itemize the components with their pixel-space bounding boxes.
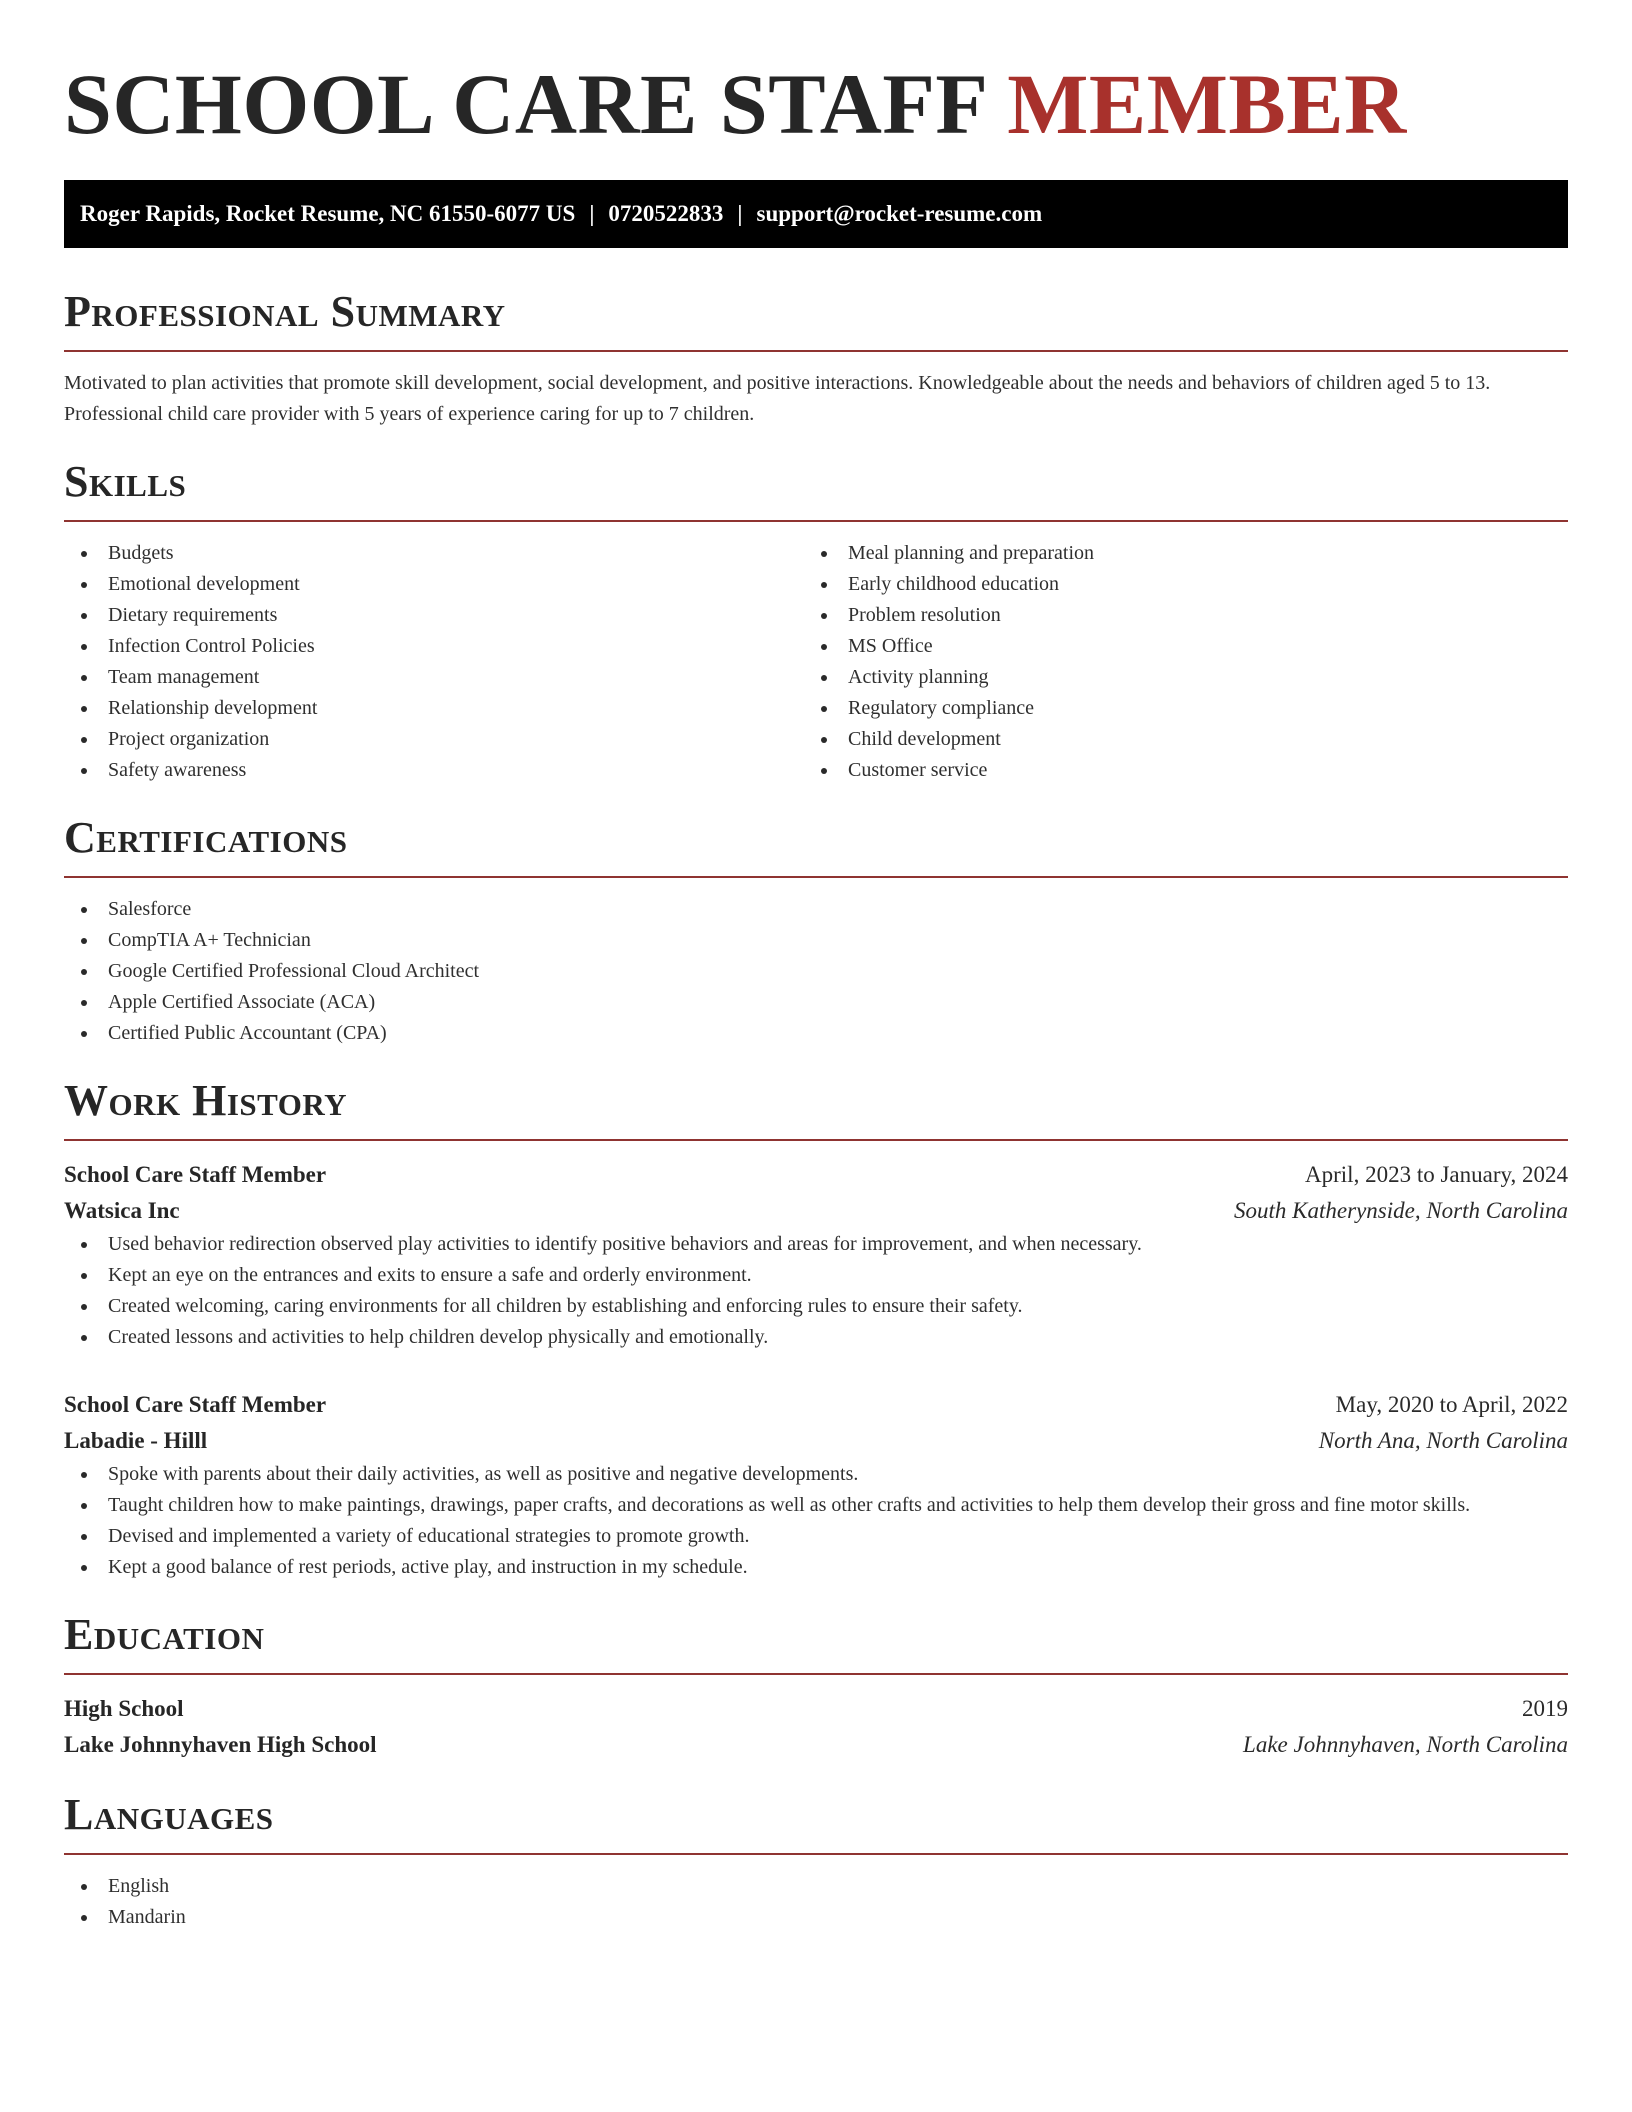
summary-section [64, 286, 1568, 430]
certification-item: Google Certified Professional Cloud Architect [64, 956, 1568, 987]
job-company-row [64, 1423, 1568, 1459]
job-duty-item: Kept an eye on the entrances and exits to ensure a safe and orderly environment. [64, 1260, 1568, 1291]
language-item: Mandarin [64, 1902, 1568, 1933]
job-duty-item: Created welcoming, caring environments for all children by establishing and enforcing rules to ensure their safety. [64, 1291, 1568, 1322]
certification-item: CompTIA A+ Technician [64, 925, 1568, 956]
education-degree: High School [64, 1696, 184, 1721]
skill-item: Problem resolution [804, 600, 1544, 631]
education-entry [64, 1691, 1568, 1763]
skill-item: Activity planning [804, 662, 1544, 693]
section-divider [64, 1139, 1568, 1141]
skill-item: Dietary requirements [64, 600, 804, 631]
certification-item: Apple Certified Associate (ACA) [64, 987, 1568, 1018]
job-duties-list [64, 1459, 1568, 1583]
skills-list-left [64, 538, 804, 786]
education-school: Lake Johnnyhaven High School [64, 1732, 377, 1757]
skill-item: Early childhood education [804, 569, 1544, 600]
section-title-languages: Languages [64, 1790, 274, 1839]
job-title: School Care Staff Member [64, 1162, 327, 1187]
skill-item: Emotional development [64, 569, 804, 600]
job-company: Watsica Inc [64, 1198, 180, 1223]
section-title-work-history: Work History [64, 1076, 348, 1125]
languages-list [64, 1871, 1568, 1933]
skills-list-right [804, 538, 1544, 786]
resume-page [64, 0, 1568, 1933]
skill-item: Regulatory compliance [804, 693, 1544, 724]
language-item: English [64, 1871, 1568, 1902]
job-duty-item: Devised and implemented a variety of educational strategies to promote growth. [64, 1521, 1568, 1552]
skill-item: Budgets [64, 538, 804, 569]
contact-separator: | [737, 201, 743, 226]
education-section [64, 1609, 1568, 1763]
section-title-education: Education [64, 1610, 265, 1659]
education-school-row [64, 1727, 1568, 1763]
skill-item: Safety awareness [64, 755, 804, 786]
contact-separator: | [589, 201, 595, 226]
job-company-row [64, 1193, 1568, 1229]
section-title-summary: Professional Summary [64, 287, 506, 336]
section-title-skills: Skills [64, 457, 187, 506]
section-divider [64, 1853, 1568, 1855]
contact-address: Roger Rapids, Rocket Resume, NC 61550-6077 US [80, 201, 576, 226]
job-title: School Care Staff Member [64, 1392, 327, 1417]
skill-item: Relationship development [64, 693, 804, 724]
job-duty-item: Spoke with parents about their daily activities, as well as positive and negative developments. [64, 1459, 1568, 1490]
skills-columns [64, 538, 1568, 786]
resume-title [64, 0, 1568, 152]
section-divider [64, 520, 1568, 522]
skill-item: Infection Control Policies [64, 631, 804, 662]
languages-section [64, 1789, 1568, 1933]
section-divider [64, 876, 1568, 878]
section-title-certifications: Certifications [64, 813, 348, 862]
education-header-row [64, 1691, 1568, 1727]
education-year: 2019 [1522, 1696, 1568, 1721]
skill-item: Customer service [804, 755, 1544, 786]
skills-section [64, 456, 1568, 786]
job-location: North Ana, North Carolina [1318, 1428, 1568, 1453]
skill-item: Project organization [64, 724, 804, 755]
job-duty-item: Created lessons and activities to help children develop physically and emotionally. [64, 1322, 1568, 1353]
summary-text: Motivated to plan activities that promote skill development, social development, and positive interactions. Knowledgeable about the needs and behaviors of children aged 5 to 13. Professional child care provider with 5 years of experience caring for up to 7 children. [64, 372, 1491, 425]
skill-item: Meal planning and preparation [804, 538, 1544, 569]
certifications-section [64, 812, 1568, 1049]
job-duty-item: Taught children how to make paintings, drawings, paper crafts, and decorations as well as other crafts and activities to help them develop their gross and fine motor skills. [64, 1490, 1568, 1521]
job-header-row [64, 1387, 1568, 1423]
skill-item: MS Office [804, 631, 1544, 662]
job-duties-list [64, 1229, 1568, 1353]
job-dates: May, 2020 to April, 2022 [1335, 1392, 1568, 1417]
certification-item: Certified Public Accountant (CPA) [64, 1018, 1568, 1049]
certifications-list [64, 894, 1568, 1049]
title-main: SCHOOL CARE STAFF [64, 56, 986, 152]
skill-item: Team management [64, 662, 804, 693]
section-divider [64, 350, 1568, 352]
contact-email[interactable]: support@rocket-resume.com [756, 201, 1043, 226]
contact-phone[interactable]: 0720522833 [608, 201, 724, 226]
job-company: Labadie - Hilll [64, 1428, 208, 1453]
title-accent: MEMBER [1007, 56, 1407, 152]
job-location: South Katherynside, North Carolina [1234, 1198, 1568, 1223]
work-history-section [64, 1075, 1568, 1583]
job-dates: April, 2023 to January, 2024 [1305, 1162, 1568, 1187]
section-divider [64, 1673, 1568, 1675]
job-duty-item: Used behavior redirection observed play activities to identify positive behaviors and areas for improvement, and when necessary. [64, 1229, 1568, 1260]
job-header-row [64, 1157, 1568, 1193]
skill-item: Child development [804, 724, 1544, 755]
job-entry [64, 1387, 1568, 1583]
education-location: Lake Johnnyhaven, North Carolina [1243, 1732, 1568, 1757]
job-duty-item: Kept a good balance of rest periods, active play, and instruction in my schedule. [64, 1552, 1568, 1583]
job-entry [64, 1157, 1568, 1353]
certification-item: Salesforce [64, 894, 1568, 925]
contact-bar [64, 180, 1568, 248]
